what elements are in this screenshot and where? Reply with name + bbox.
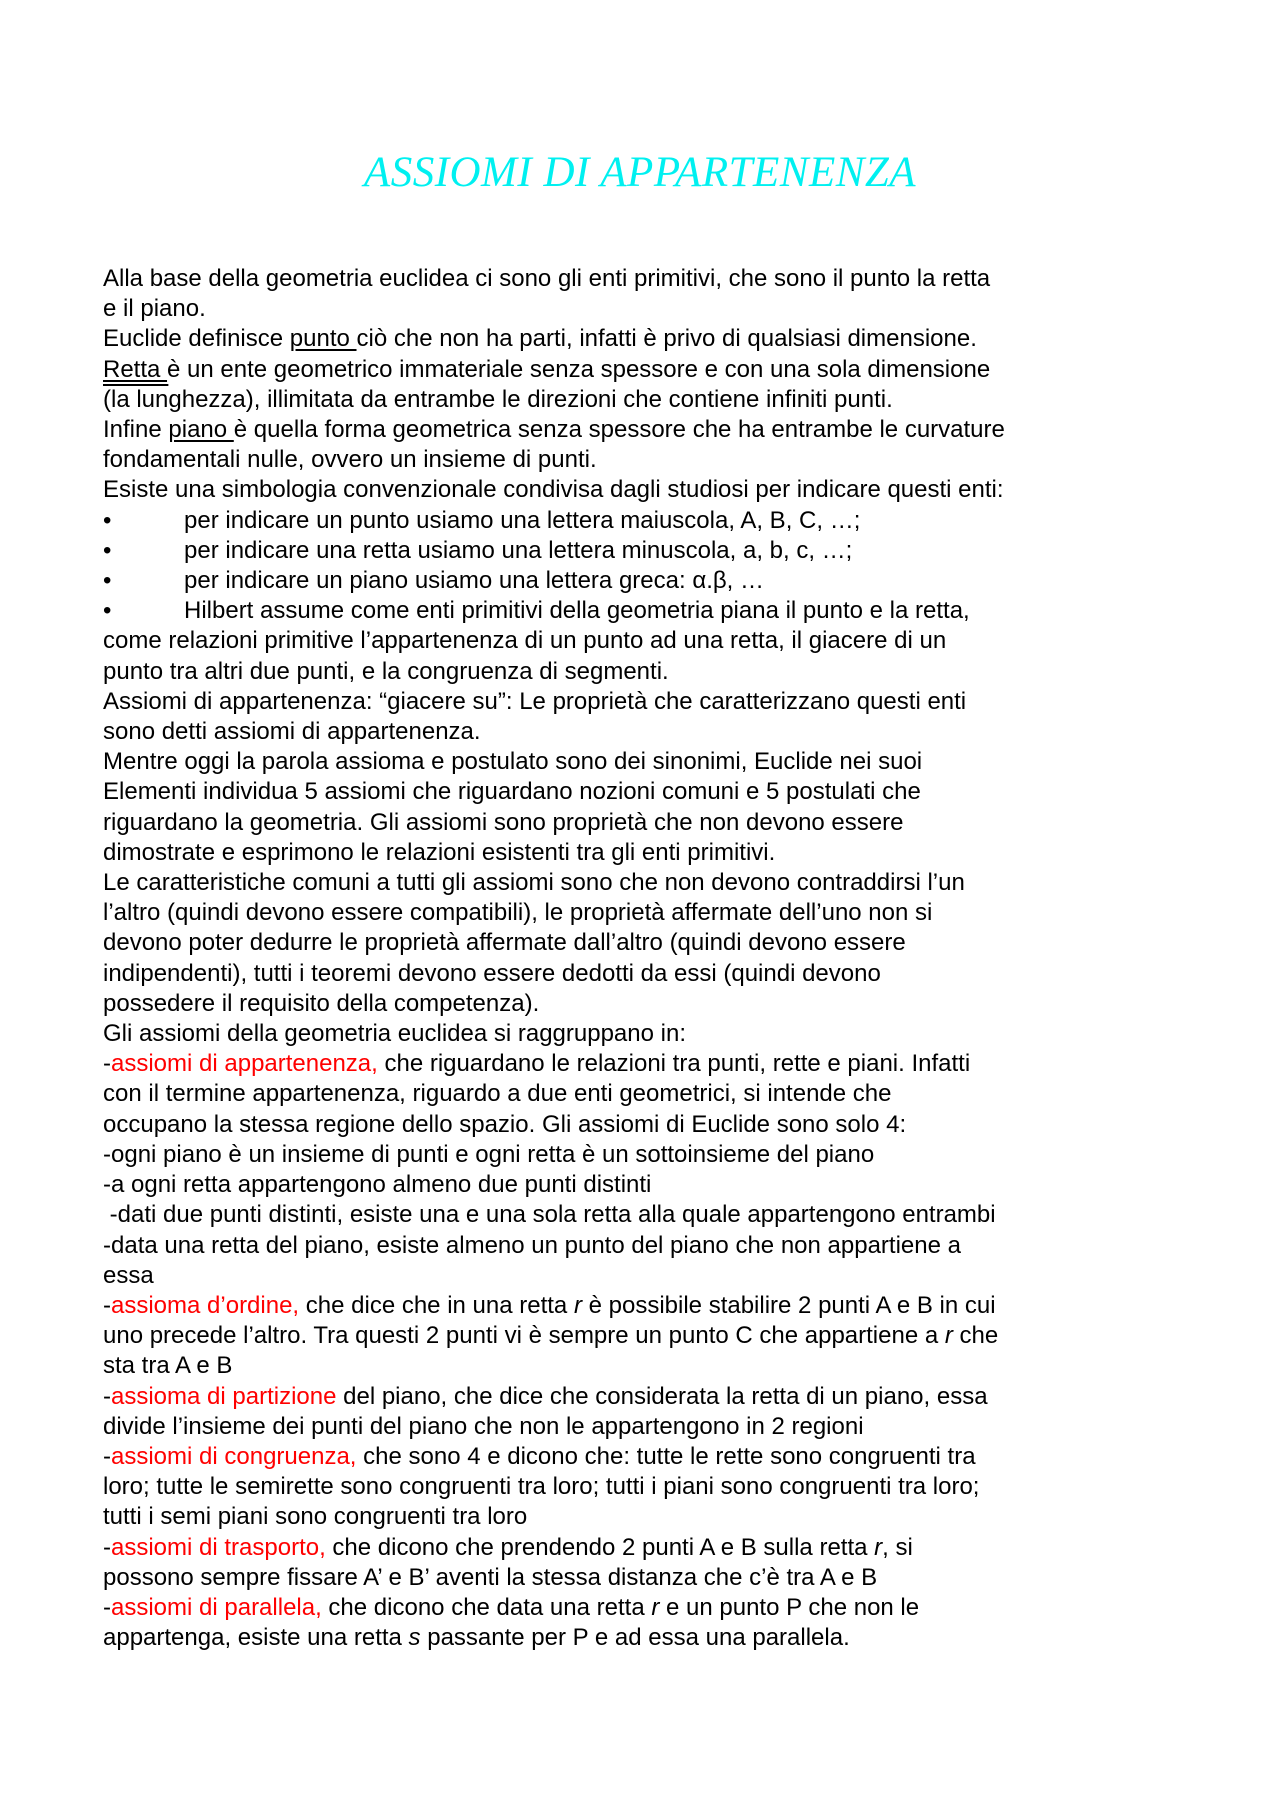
text-run: -ogni piano è un insieme di punti e ogni retta è un sottoinsieme del piano xyxy=(103,1140,875,1168)
text-run: che dice che in una retta xyxy=(299,1291,574,1319)
text-run: che sono 4 e dicono che: tutte le rette sono congruenti tra xyxy=(356,1442,976,1470)
text-line xyxy=(103,1382,1195,1412)
text-run: del piano, che dice che considerata la retta di un piano, essa xyxy=(336,1382,988,1410)
page-title: ASSIOMI DI APPARTENENZA xyxy=(363,149,917,196)
text-run: Mentre oggi la parola assioma e postulato sono dei sinonimi, Euclide nei suoi xyxy=(103,748,923,776)
text-line xyxy=(103,868,1195,898)
text-line xyxy=(103,385,1195,415)
text-run: punto xyxy=(289,325,357,353)
text-line xyxy=(103,1049,1195,1079)
text-run: l’altro (quindi devono essere compatibili), le proprietà affermate dell’uno non si xyxy=(103,899,933,927)
text-line xyxy=(103,506,1195,536)
text-run: -dati due punti distinti, esiste una e una sola retta alla quale appartengono entrambi xyxy=(103,1201,996,1229)
text-line xyxy=(103,1079,1195,1109)
text-line xyxy=(103,1200,1195,1230)
text-line xyxy=(103,898,1195,928)
text-run: assiomi di congruenza, xyxy=(111,1442,357,1470)
text-line xyxy=(103,1170,1195,1200)
text-run: Le caratteristiche comuni a tutti gli assiomi sono che non devono contraddirsi l’un xyxy=(103,869,965,897)
text-run: occupano la stessa regione dello spazio. Gli assiomi di Euclide sono solo 4: xyxy=(103,1110,907,1138)
text-line xyxy=(103,1351,1195,1381)
text-run: assiomi di parallela, xyxy=(111,1593,322,1621)
text-run: che riguardano le relazioni tra punti, rette e piani. Infatti xyxy=(377,1050,971,1078)
text-run: dimostrate e esprimono le relazioni esistenti tra gli enti primitivi. xyxy=(103,838,776,866)
text-run: - xyxy=(103,1382,111,1410)
text-run: assioma di partizione xyxy=(111,1382,337,1410)
text-line xyxy=(103,1593,1195,1623)
text-run: r xyxy=(944,1322,953,1350)
text-line xyxy=(103,838,1195,868)
text-line xyxy=(103,294,1195,324)
text-run: essa xyxy=(103,1261,154,1289)
text-run: -data una retta del piano, esiste almeno un punto del piano che non appartiene a xyxy=(103,1231,961,1259)
bullet-icon: • xyxy=(103,567,112,595)
text-run: divide l’insieme dei punti del piano che non le appartengono in 2 regioni xyxy=(103,1412,864,1440)
text-run: , si xyxy=(882,1533,913,1561)
text-run: indipendenti), tutti i teoremi devono essere dedotti da essi (quindi devono xyxy=(103,959,881,987)
text-line xyxy=(103,1442,1195,1472)
text-line xyxy=(103,1412,1195,1442)
document-body xyxy=(103,264,1195,1653)
text-run: Gli assiomi della geometria euclidea si raggruppano in: xyxy=(103,1020,686,1048)
text-run: è quella forma geometrica senza spessore che ha entrambe le curvature xyxy=(233,416,1005,444)
text-run: Elementi individua 5 assiomi che riguardano nozioni comuni e 5 postulati che xyxy=(103,778,921,806)
text-line xyxy=(103,1533,1195,1563)
text-line xyxy=(103,989,1195,1019)
text-line xyxy=(103,536,1195,566)
text-run: loro; tutte le semirette sono congruenti tra loro; tutti i piani sono congruenti tra loro; xyxy=(103,1473,980,1501)
text-line xyxy=(103,415,1195,445)
text-line xyxy=(103,445,1195,475)
text-line xyxy=(103,1502,1195,1532)
text-run: che xyxy=(952,1322,999,1350)
text-line xyxy=(103,566,1195,596)
text-line xyxy=(103,355,1195,385)
bullet-icon: • xyxy=(103,597,112,625)
text-line xyxy=(103,626,1195,656)
text-run: è possibile stabilire 2 punti A e B in cui xyxy=(581,1291,996,1319)
text-line xyxy=(103,1110,1195,1140)
text-line xyxy=(103,1261,1195,1291)
text-run: - xyxy=(103,1442,111,1470)
text-run: che dicono che prendendo 2 punti A e B sulla retta xyxy=(325,1533,875,1561)
text-line xyxy=(103,808,1195,838)
text-line xyxy=(103,928,1195,958)
text-run: e il piano. xyxy=(103,295,206,323)
text-run: Euclide definisce xyxy=(103,325,290,353)
text-run: piano xyxy=(168,416,234,444)
text-run: - xyxy=(103,1533,111,1561)
text-run: con il termine appartenenza, riguardo a due enti geometrici, si intende che xyxy=(103,1080,892,1108)
text-line xyxy=(103,1623,1195,1653)
text-run: assiomi di trasporto, xyxy=(111,1533,326,1561)
text-line xyxy=(103,1472,1195,1502)
text-run: Alla base della geometria euclidea ci sono gli enti primitivi, che sono il punto la retta xyxy=(103,265,991,292)
text-line xyxy=(103,1291,1195,1321)
text-run: per indicare un piano usiamo una lettera greca: α.β, … xyxy=(184,567,764,595)
text-run: (la lun xyxy=(103,385,169,413)
text-run: possedere il requisito della competenza). xyxy=(103,989,540,1017)
text-run: appartenga, esiste una retta xyxy=(103,1624,409,1652)
text-run: Infine xyxy=(103,416,169,444)
text-run: - xyxy=(103,1291,111,1319)
text-run: Assiomi di appartenenza: “giacere su”: Le proprietà che caratterizzano questi enti xyxy=(103,687,967,715)
text-line xyxy=(103,1231,1195,1261)
text-run: passante per P e ad essa una parallela. xyxy=(420,1624,850,1652)
text-run: per indicare una retta usiamo una lettera minuscola, a, b, c, …; xyxy=(184,536,853,564)
text-run: devono poter dedurre le proprietà affermate dall’altro (quindi devono essere xyxy=(103,929,906,957)
text-run: -a ogni retta appartengono almeno due punti distinti xyxy=(103,1171,652,1199)
text-run: Esiste una simbologia convenzionale condivisa dagli studiosi per indicare questi enti: xyxy=(103,476,1004,504)
text-line xyxy=(103,687,1195,717)
text-line xyxy=(103,959,1195,989)
text-run: sta tra A e B xyxy=(103,1352,233,1380)
text-run: come relazioni primitive l’appartenenza di un punto ad una retta, il giacere di un xyxy=(103,627,947,655)
text-run: riguardano la geometria. Gli assiomi sono proprietà che non devono essere xyxy=(103,808,904,836)
bullet-icon: • xyxy=(103,536,112,564)
text-run: tutti i semi piani sono congruenti tra loro xyxy=(103,1503,528,1531)
text-run: sono detti assiomi di appartenenza. xyxy=(103,718,481,746)
text-run: per indicare un punto usiamo una lettera maiuscola, A, B, C, …; xyxy=(184,506,861,534)
text-line xyxy=(103,1321,1195,1351)
text-run: fondamentali nulle, ovvero un insieme di punti. xyxy=(103,446,597,474)
text-line xyxy=(103,596,1195,626)
text-run: assiomi di appartenenza, xyxy=(111,1050,378,1078)
text-line xyxy=(103,777,1195,807)
text-line xyxy=(103,1140,1195,1170)
text-line xyxy=(103,747,1195,777)
text-line xyxy=(103,324,1195,354)
text-run: - xyxy=(103,1593,111,1621)
text-run: ciò che non ha parti, infatti è privo di qualsiasi dimensione. xyxy=(356,325,977,353)
text-line xyxy=(103,264,1195,294)
text-run: ghezza), illimitata da entrambe le direzioni che contiene infiniti punti. xyxy=(168,385,893,413)
text-run: possono sempre fissare A’ e B’ aventi la stessa distanza che c’è tra A e B xyxy=(103,1563,878,1591)
text-run: che dicono che data una retta xyxy=(321,1593,652,1621)
text-line xyxy=(103,657,1195,687)
text-run: è un ente geometrico immateriale senza spessore e con una sola dimensione xyxy=(167,355,991,383)
bullet-icon: • xyxy=(103,506,112,534)
text-run: r xyxy=(651,1593,660,1621)
text-run: punto tra altri due punti, e la congruenza di segmenti. xyxy=(103,657,669,685)
text-run: Hilbert assume come enti primitivi della geometria piana il punto e la retta, xyxy=(184,597,970,625)
text-run: uno precede l’altro. Tra questi 2 punti vi è sempre un punto C che appartiene a xyxy=(103,1322,945,1350)
text-run: r xyxy=(874,1533,883,1561)
text-line xyxy=(103,475,1195,505)
text-line xyxy=(103,1019,1195,1049)
text-run: Retta xyxy=(103,355,168,383)
text-line xyxy=(103,1563,1195,1593)
text-run: assioma d’ordine, xyxy=(111,1291,300,1319)
text-run: - xyxy=(103,1050,111,1078)
text-line xyxy=(103,717,1195,747)
text-run: s xyxy=(408,1624,421,1652)
text-run: r xyxy=(573,1291,582,1319)
text-run: e un punto P che non le xyxy=(659,1593,920,1621)
